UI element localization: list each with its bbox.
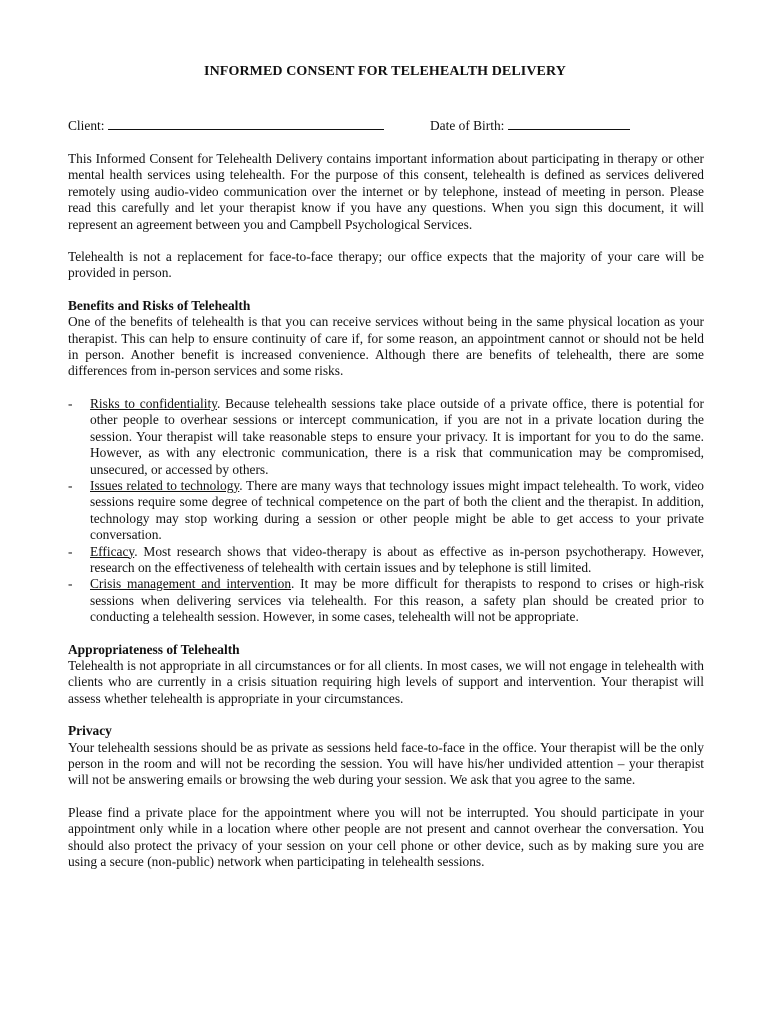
risk-title: Crisis management and intervention: [90, 576, 292, 592]
list-dash: -: [68, 576, 73, 592]
client-input-line[interactable]: [108, 116, 384, 130]
risk-item-crisis: [68, 576, 704, 625]
intro-paragraph-1: This Informed Consent for Telehealth Delivery contains important information about participating in therapy or other mental health services using telehealth. For the purpose of this consent, telehealth is defined as services delivered remotely using audio-video communication over the internet or by telephone, instead of meeting in person. Please read this carefully and let your therapist know if you have any questions. When you sign this document, it will represent an agreement between you and Campbell Psychological Services.: [68, 151, 704, 232]
document-title: INFORMED CONSENT FOR TELEHEALTH DELIVERY: [204, 64, 566, 79]
privacy-heading: Privacy: [68, 723, 112, 739]
appropriateness-heading: Appropriateness of Telehealth: [68, 641, 240, 657]
risk-text: . It may be more difficult for therapists to respond to crises or high-risk sessions when delivering services via telehealth. For this reason, a safety plan should be created prior to conducting a telehealth session. However, in some cases, telehealth will not be appropriate.: [90, 576, 704, 625]
benefits-heading: Benefits and Risks of Telehealth: [68, 297, 251, 313]
risk-title: Risks to confidentiality: [90, 395, 217, 411]
risk-title: Efficacy: [90, 543, 135, 559]
client-info-fields: [68, 116, 708, 136]
risk-item-technology: [68, 478, 704, 544]
risks-list: [68, 396, 704, 626]
list-dash: -: [68, 543, 73, 559]
date-of-birth-field: [430, 116, 630, 134]
risk-text: . Most research shows that video-therapy is about as effective as in-person psychotherapy. However, research on the effectiveness of telehealth with certain issues and by telephone is still limited.: [90, 543, 704, 575]
client-label: Client:: [68, 118, 105, 133]
risk-text: . Because telehealth sessions take place outside of a private office, there is potential for other people to overhear sessions or intercept communication, if you are not in a private location during the session. Your therapist will take reasonable steps to ensure your privacy. It is important for you to do the same. However, as with any electronic communication, there is a risk that communication may be compromised, unsecured, or accessed by others.: [90, 395, 704, 477]
risk-item-confidentiality: [68, 396, 704, 478]
benefits-paragraph: One of the benefits of telehealth is that you can receive services without being in the same physical location as your therapist. This can help to ensure continuity of care if, for some reason, an appointment cannot or should not be held in person. Another benefit is increased convenience. Although there are benefits of telehealth, there are some differences from in-person services and some risks.: [68, 314, 704, 379]
list-dash: -: [68, 477, 73, 493]
privacy-paragraph-1: Your telehealth sessions should be as private as sessions held face-to-face in the office. Your therapist will be the only person in the room and will not be recording the session. You will have his/her undivided attention – your therapist will not be answering emails or browsing the web during your session. We ask that you agree to the same.: [68, 739, 704, 788]
date-of-birth-label: Date of Birth:: [430, 118, 505, 133]
risk-title: Issues related to technology: [90, 477, 240, 493]
privacy-paragraph-2: Please find a private place for the appointment where you will not be interrupted. You should participate in your appointment only while in a location where other people are not present and cannot overhear the conversation. You should also protect the privacy of your session on your cell phone or other device, such as by making sure you are using a secure (non-public) network when participating in telehealth sessions.: [68, 804, 704, 870]
document-body: [68, 151, 704, 886]
intro-paragraph-2: Telehealth is not a replacement for face-to-face therapy; our office expects that the majority of your care will be provided in person.: [68, 249, 704, 281]
risk-item-efficacy: [68, 544, 704, 577]
date-of-birth-input-line[interactable]: [508, 116, 630, 130]
client-field: [68, 116, 384, 134]
appropriateness-paragraph: Telehealth is not appropriate in all circumstances or for all clients. In most cases, we will not engage in telehealth with clients who are currently in a crisis situation requiring high levels of support and intervention. Your therapist will assess whether telehealth is appropriate in your circumstances.: [68, 657, 704, 706]
list-dash: -: [68, 395, 73, 411]
risk-text: . There are many ways that technology issues might impact telehealth. To work, video sessions require some degree of technical competence on the part of both the client and the therapist. In addition, technology may stop working during a session or other people might be able to get access to your private conversation.: [90, 477, 704, 543]
